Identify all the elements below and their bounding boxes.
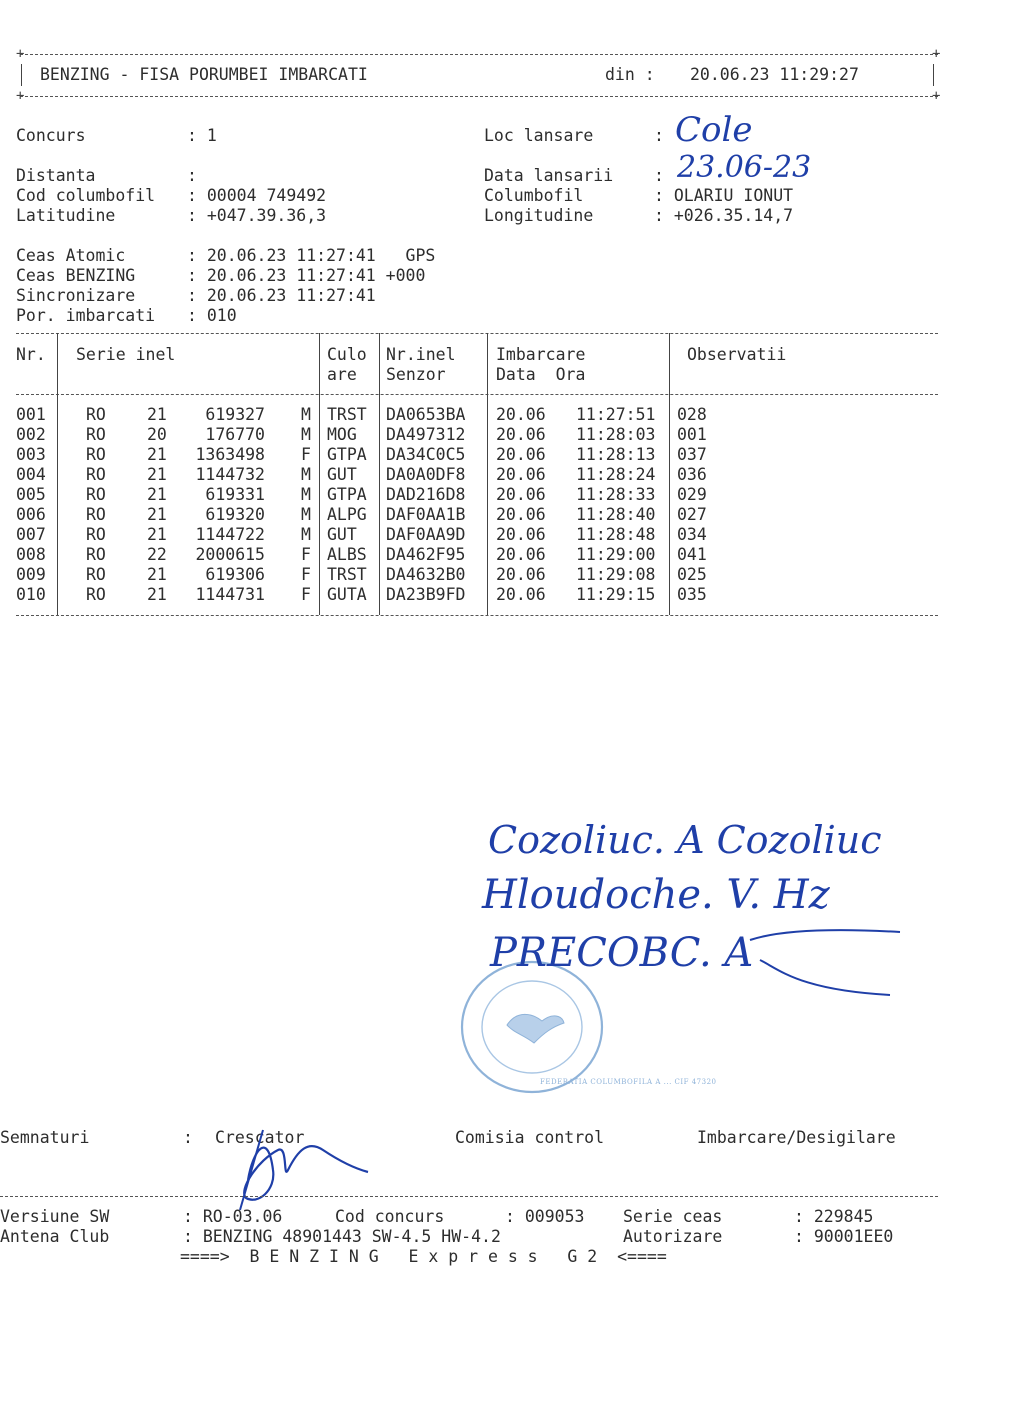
cod-columbofil-value: : 00004 749492 — [187, 186, 327, 205]
cell-sex: F — [301, 585, 311, 604]
cell-senzor: DA497312 — [386, 425, 466, 444]
cell-culoare: GTPA — [327, 485, 367, 504]
cell-serie: 619320 — [205, 505, 265, 524]
autorizare-label: Autorizare — [623, 1227, 723, 1246]
th-observatii: Observatii — [687, 345, 787, 364]
cell-an: 21 — [147, 405, 167, 424]
cell-obs: 001 — [677, 425, 707, 444]
cell-data: 20.06 — [496, 425, 546, 444]
col-sep-serie — [319, 333, 320, 615]
cell-nr: 009 — [16, 565, 46, 584]
distanta-label: Distanta — [16, 166, 96, 185]
sincronizare-value: : 20.06.23 11:27:41 — [187, 286, 376, 305]
table-header-rule — [16, 394, 938, 395]
semnaturi-colon: : — [183, 1128, 193, 1147]
columbofil-label: Columbofil — [484, 186, 584, 205]
cell-ora: 11:28:40 — [576, 505, 656, 524]
cell-tara: RO — [86, 565, 106, 584]
th-serie-inel: Serie inel — [76, 345, 176, 364]
cell-culoare: GUTA — [327, 585, 367, 604]
ceas-benzing-label: Ceas BENZING — [16, 266, 136, 285]
cell-culoare: GTPA — [327, 445, 367, 464]
cell-senzor: DA23B9FD — [386, 585, 466, 604]
ceas-atomic-value: : 20.06.23 11:27:41 GPS — [187, 246, 436, 265]
cell-data: 20.06 — [496, 505, 546, 524]
cell-obs: 028 — [677, 405, 707, 424]
cell-data: 20.06 — [496, 585, 546, 604]
cell-nr: 001 — [16, 405, 46, 424]
cell-serie: 1144732 — [195, 465, 265, 484]
data-lansarii-handwritten: 23.06-23 — [677, 150, 812, 185]
sincronizare-label: Sincronizare — [16, 286, 136, 305]
crescator-label: Crescator — [215, 1128, 305, 1147]
col-sep-nr — [57, 333, 58, 615]
cell-nr: 006 — [16, 505, 46, 524]
commission-signature-3: PRECOBC. A — [490, 930, 754, 976]
header-top-rule — [20, 54, 938, 55]
serie-ceas-label: Serie ceas — [623, 1207, 723, 1226]
table-top-rule — [16, 333, 938, 334]
autorizare-value: : 90001EE0 — [794, 1227, 894, 1246]
cell-sex: F — [301, 445, 311, 464]
col-sep-senzor — [487, 333, 488, 615]
cell-serie: 619306 — [205, 565, 265, 584]
header-datetime: 20.06.23 11:29:27 — [690, 65, 859, 84]
cell-nr: 007 — [16, 525, 46, 544]
document-title: BENZING - FISA PORUMBEI IMBARCATI — [40, 65, 368, 84]
th-nr: Nr. — [16, 345, 46, 364]
header-left-border — [21, 64, 22, 86]
cell-serie: 1144722 — [195, 525, 265, 544]
cell-nr: 008 — [16, 545, 46, 564]
cell-ora: 11:29:00 — [576, 545, 656, 564]
loc-lansare-label: Loc lansare — [484, 126, 594, 145]
cell-nr: 004 — [16, 465, 46, 484]
cell-tara: RO — [86, 585, 106, 604]
cell-culoare: GUT — [327, 525, 357, 544]
cell-serie: 2000615 — [195, 545, 265, 564]
cell-tara: RO — [86, 425, 106, 444]
cell-senzor: DA462F95 — [386, 545, 466, 564]
latitudine-label: Latitudine — [16, 206, 116, 225]
cell-obs: 034 — [677, 525, 707, 544]
loc-lansare-handwritten: Cole — [675, 110, 753, 150]
cell-data: 20.06 — [496, 565, 546, 584]
commission-signature-1: Cozoliuc. A Cozoliuc — [488, 818, 882, 862]
cell-serie: 619331 — [205, 485, 265, 504]
cell-culoare: TRST — [327, 405, 367, 424]
loc-lansare-colon: : — [654, 126, 664, 145]
cell-data: 20.06 — [496, 405, 546, 424]
cell-senzor: DA4632B0 — [386, 565, 466, 584]
header-din-label: din : — [605, 65, 655, 84]
cell-serie: 1363498 — [195, 445, 265, 464]
cell-ora: 11:28:03 — [576, 425, 656, 444]
cell-sex: M — [301, 525, 311, 544]
cell-ora: 11:28:13 — [576, 445, 656, 464]
cell-an: 21 — [147, 445, 167, 464]
cell-an: 21 — [147, 465, 167, 484]
cell-tara: RO — [86, 405, 106, 424]
cell-senzor: DAD216D8 — [386, 485, 466, 504]
cell-obs: 035 — [677, 585, 707, 604]
cell-sex: F — [301, 545, 311, 564]
cell-an: 21 — [147, 585, 167, 604]
cell-obs: 027 — [677, 505, 707, 524]
cod-concurs-label: Cod concurs — [335, 1207, 445, 1226]
antena-club-value: : BENZING 48901443 SW-4.5 HW-4.2 — [183, 1227, 501, 1246]
concurs-value: : 1 — [187, 126, 217, 145]
th-nrinel-2: Senzor — [386, 365, 446, 384]
cell-senzor: DA0A0DF8 — [386, 465, 466, 484]
cell-data: 20.06 — [496, 525, 546, 544]
cell-nr: 002 — [16, 425, 46, 444]
benzing-express-banner: ====> B E N Z I N G E x p r e s s G 2 <==== — [180, 1247, 667, 1266]
porumbei-imbarcati-value: : 010 — [187, 306, 237, 325]
cell-obs: 041 — [677, 545, 707, 564]
crescator-signature — [228, 1110, 378, 1220]
cell-serie: 176770 — [205, 425, 265, 444]
concurs-label: Concurs — [16, 126, 86, 145]
cell-culoare: GUT — [327, 465, 357, 484]
cell-ora: 11:28:48 — [576, 525, 656, 544]
cell-an: 22 — [147, 545, 167, 564]
table-bottom-rule — [16, 615, 938, 616]
cell-serie: 1144731 — [195, 585, 265, 604]
stamp-text: FEDERATIA COLUMBOFILA A ... CIF 47320 — [540, 1078, 717, 1086]
cell-sex: M — [301, 465, 311, 484]
cell-data: 20.06 — [496, 445, 546, 464]
cell-an: 20 — [147, 425, 167, 444]
header-corner-bl: + — [16, 88, 25, 104]
cell-ora: 11:28:33 — [576, 485, 656, 504]
col-sep-culoare — [379, 333, 380, 615]
cell-sex: M — [301, 405, 311, 424]
th-imbarcare-1: Imbarcare — [496, 345, 586, 364]
cell-nr: 003 — [16, 445, 46, 464]
cell-tara: RO — [86, 545, 106, 564]
cell-tara: RO — [86, 505, 106, 524]
signature-flourish — [740, 900, 910, 1010]
header-bottom-rule — [20, 96, 938, 97]
cell-sex: M — [301, 485, 311, 504]
cod-concurs-value: : 009053 — [505, 1207, 585, 1226]
latitudine-value: : +047.39.36,3 — [187, 206, 327, 225]
cell-an: 21 — [147, 505, 167, 524]
cell-tara: RO — [86, 465, 106, 484]
th-culoare-1: Culo — [327, 345, 367, 364]
serie-ceas-value: : 229845 — [794, 1207, 874, 1226]
footer-rule — [0, 1196, 938, 1197]
cell-ora: 11:29:08 — [576, 565, 656, 584]
ceas-atomic-label: Ceas Atomic — [16, 246, 126, 265]
cell-tara: RO — [86, 445, 106, 464]
cell-nr: 005 — [16, 485, 46, 504]
th-nrinel-1: Nr.inel — [386, 345, 456, 364]
cell-tara: RO — [86, 525, 106, 544]
cell-ora: 11:27:51 — [576, 405, 656, 424]
data-lansarii-colon: : — [654, 166, 664, 185]
cell-data: 20.06 — [496, 545, 546, 564]
cell-an: 21 — [147, 525, 167, 544]
versiune-sw-label: Versiune SW — [0, 1207, 110, 1226]
ceas-benzing-value: : 20.06.23 11:27:41 +000 — [187, 266, 426, 285]
cell-senzor: DAF0AA1B — [386, 505, 466, 524]
cell-nr: 010 — [16, 585, 46, 604]
cell-serie: 619327 — [205, 405, 265, 424]
cell-ora: 11:28:24 — [576, 465, 656, 484]
commission-signature-2: Hloudoche. V. Hz — [482, 872, 830, 918]
cell-obs: 037 — [677, 445, 707, 464]
cell-obs: 025 — [677, 565, 707, 584]
cell-senzor: DA0653BA — [386, 405, 466, 424]
antena-club-label: Antena Club — [0, 1227, 110, 1246]
header-corner-br: + — [932, 88, 941, 104]
semnaturi-label: Semnaturi — [0, 1128, 90, 1147]
cod-columbofil-label: Cod columbofil — [16, 186, 156, 205]
cell-data: 20.06 — [496, 465, 546, 484]
header-right-border — [933, 64, 934, 86]
cell-sex: M — [301, 425, 311, 444]
cell-culoare: ALBS — [327, 545, 367, 564]
cell-obs: 036 — [677, 465, 707, 484]
cell-sex: M — [301, 505, 311, 524]
cell-senzor: DAF0AA9D — [386, 525, 466, 544]
th-culoare-2: are — [327, 365, 357, 384]
comisia-control-label: Comisia control — [455, 1128, 605, 1147]
longitudine-label: Longitudine — [484, 206, 594, 225]
th-imbarcare-2: Data Ora — [496, 365, 586, 384]
cell-tara: RO — [86, 485, 106, 504]
imbarcare-desigilare-label: Imbarcare/Desigilare — [697, 1128, 896, 1147]
cell-culoare: ALPG — [327, 505, 367, 524]
cell-data: 20.06 — [496, 485, 546, 504]
cell-culoare: MOG — [327, 425, 357, 444]
cell-ora: 11:29:15 — [576, 585, 656, 604]
cell-sex: F — [301, 565, 311, 584]
porumbei-imbarcati-label: Por. imbarcati — [16, 306, 156, 325]
header-corner-tl: + — [16, 46, 25, 62]
data-lansarii-label: Data lansarii — [484, 166, 614, 185]
columbofil-value: : OLARIU IONUT — [654, 186, 794, 205]
longitudine-value: : +026.35.14,7 — [654, 206, 794, 225]
cell-an: 21 — [147, 485, 167, 504]
cell-senzor: DA34C0C5 — [386, 445, 466, 464]
versiune-sw-value: : RO-03.06 — [183, 1207, 283, 1226]
header-corner-tr: + — [932, 46, 941, 62]
col-sep-imbarcare — [669, 333, 670, 615]
cell-an: 21 — [147, 565, 167, 584]
cell-obs: 029 — [677, 485, 707, 504]
cell-culoare: TRST — [327, 565, 367, 584]
distanta-value: : — [187, 166, 197, 185]
